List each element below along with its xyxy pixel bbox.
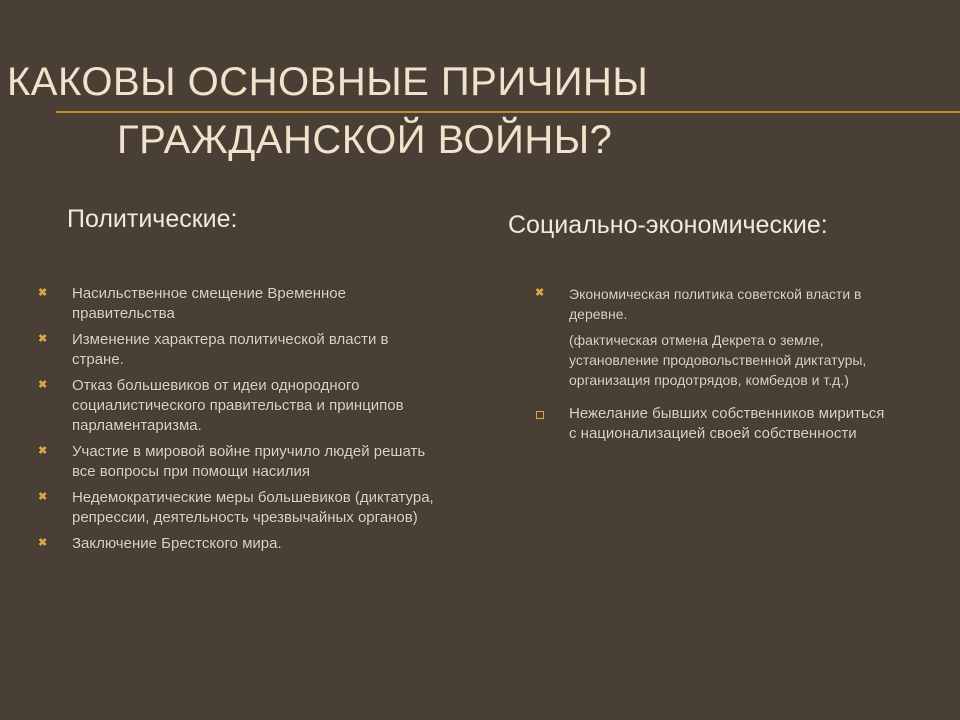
political-causes-list bbox=[38, 284, 438, 560]
x-mark-icon: ✖ bbox=[38, 491, 48, 503]
x-mark-icon: ✖ bbox=[38, 287, 48, 299]
socioeconomic-heading: Социально-экономические: bbox=[508, 211, 828, 239]
x-mark-icon: ✖ bbox=[38, 445, 48, 457]
list-item bbox=[535, 404, 895, 444]
list-item-text: Недемократические меры большевиков (диктатура, репрессии, деятельность чрезвычайных органов) bbox=[72, 489, 434, 526]
title-divider-line bbox=[56, 111, 960, 113]
list-item-text: Участие в мировой войне приучило людей решать все вопросы при помощи насилия bbox=[72, 443, 426, 480]
slide-title-line1: КАКОВЫ ОСНОВНЫЕ ПРИЧИНЫ bbox=[7, 60, 649, 104]
slide-title-line2: ГРАЖДАНСКОЙ ВОЙНЫ? bbox=[117, 118, 613, 162]
list-item-text: Насильственное смещение Временное правительства bbox=[72, 285, 346, 322]
x-mark-icon: ✖ bbox=[38, 333, 48, 345]
list-item-text: Экономическая политика советской власти в деревне. bbox=[569, 286, 862, 322]
socioeconomic-causes-list bbox=[535, 284, 895, 450]
political-heading: Политические: bbox=[67, 205, 238, 233]
list-item-text: Заключение Брестского мира. bbox=[72, 535, 282, 552]
list-item bbox=[38, 376, 438, 436]
list-item bbox=[38, 488, 438, 528]
list-item-text: Отказ большевиков от идеи однородного социалистического правительства и принципов парламентаризма. bbox=[72, 377, 404, 434]
list-item bbox=[38, 534, 438, 554]
x-mark-icon: ✖ bbox=[535, 287, 545, 299]
list-item bbox=[38, 330, 438, 370]
list-item bbox=[535, 284, 895, 390]
list-item-text: Нежелание бывших собственников мириться с национализацией своей собственности bbox=[569, 405, 885, 442]
list-item-subtext: (фактическая отмена Декрета о земле, установление продовольственной диктатуры, организация продотрядов, комбедов и т.д.) bbox=[569, 332, 867, 388]
square-bullet-icon bbox=[536, 411, 544, 419]
x-mark-icon: ✖ bbox=[38, 379, 48, 391]
x-mark-icon: ✖ bbox=[38, 537, 48, 549]
list-item-text: Изменение характера политической власти в стране. bbox=[72, 331, 389, 368]
list-item bbox=[38, 442, 438, 482]
list-item bbox=[38, 284, 438, 324]
